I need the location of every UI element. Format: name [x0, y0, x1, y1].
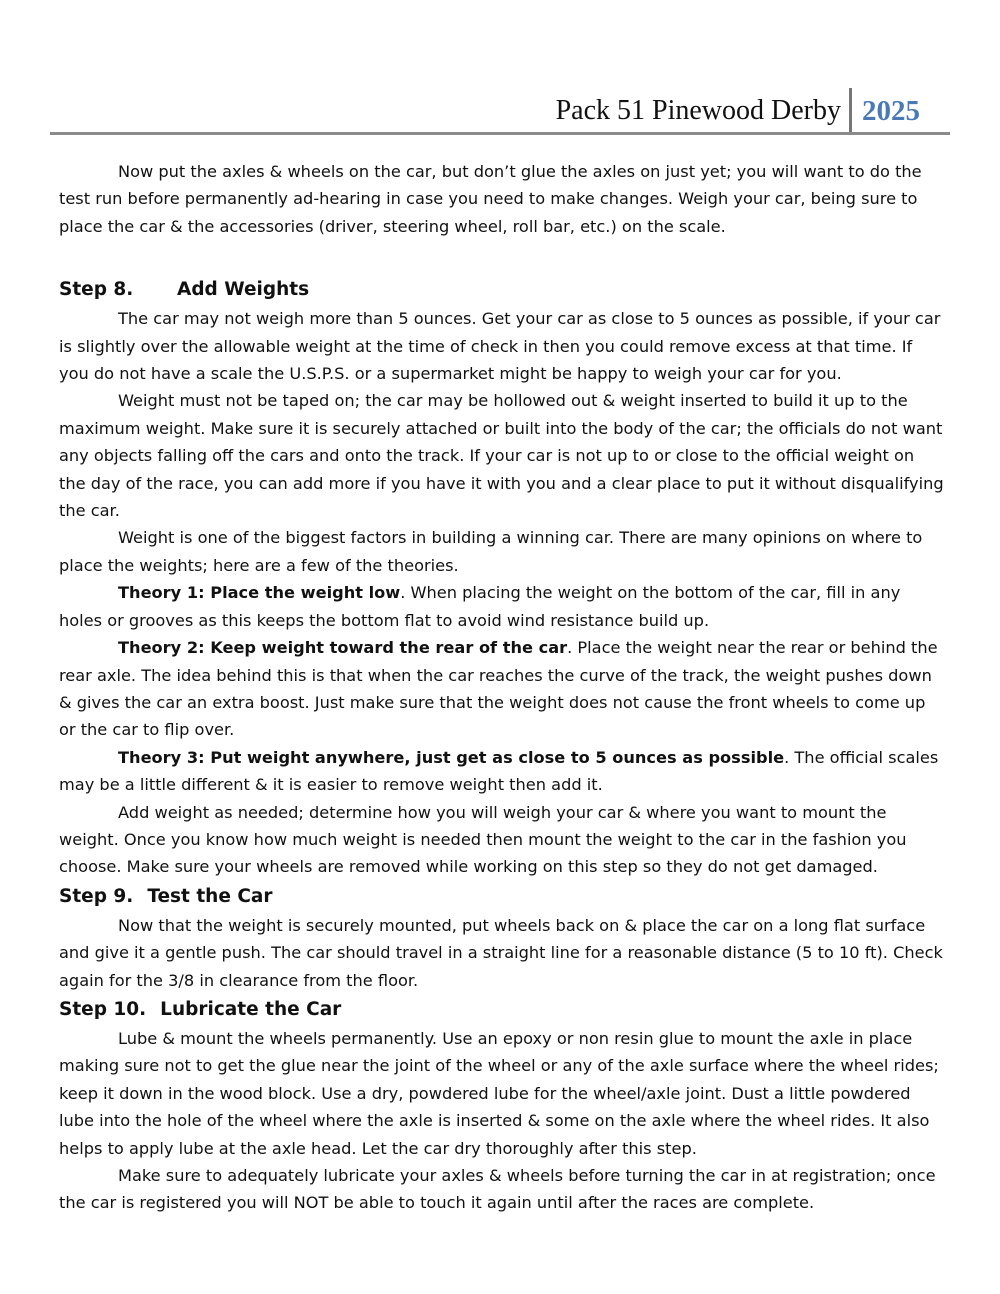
theory-2-text: . Place the weight near the rear or behind the rear axle. The idea behind this is that when the car reaches the curve of the track, the weight pushes down & gives the car an extra boost. Just make sure that the weight does not cause the front wheels to come up or the car to flip over. [59, 638, 938, 740]
step-9-number: Step 9. [59, 885, 134, 907]
step-8-paragraph-2: Weight must not be taped on; the car may be hollowed out & weight inserted to build it up to the maximum weight. Make sure it is securely attached or built into the body of the car; the officials do not want any objects falling off the cars and onto the track. If your car is not up to or close to the official weight on the day of the race, you can add more if you have it with you and a clear place to put it without disqualifying the car. [59, 391, 944, 521]
theory-1-title: Theory 1: Place the weight low [118, 583, 401, 603]
header-year: 2025 [862, 95, 920, 127]
theory-1 [59, 579, 944, 634]
step-8-heading [59, 274, 944, 305]
header-rule [50, 132, 950, 135]
theory-3 [59, 744, 944, 799]
theory-2 [59, 634, 944, 744]
section-gap [59, 240, 944, 274]
document-body [59, 158, 944, 1217]
step-8-number: Step 8. [59, 279, 134, 301]
step-10-title: Lubricate the Car [160, 998, 342, 1020]
step-8-closing: Add weight as needed; determine how you will weigh your car & where you want to mount the weight. Once you know how much weight is needed then mount the weight to the car in the fashion you choose. Make sure your wheels are removed while working on this step so they do not get damaged. [59, 802, 907, 877]
step-10-heading [59, 994, 944, 1025]
theory-2-title: Theory 2: Keep weight toward the rear of the car [118, 638, 568, 658]
page-header [556, 88, 920, 134]
step-10-paragraph-2: Make sure to adequately lubricate your axles & wheels before turning the car in at registration; once the car is registered you will NOT be able to touch it again until after the races are complete. [59, 1166, 936, 1213]
step-10-paragraph-1: Lube & mount the wheels permanently. Use an epoxy or non resin glue to mount the axle in place making sure not to get the glue near the joint of the wheel or any of the axle surface where the wheel rides; keep it down in the wood block. Use a dry, powdered lube for the wheel/axle joint. Dust a little powdered lube into the hole of the wheel where the axle is inserted & some on the axle where the wheel rides. It also helps to apply lube at the axle head. Let the car dry thoroughly after this step. [59, 1028, 939, 1158]
step-9-heading [59, 881, 944, 912]
step-9-title: Test the Car [147, 885, 273, 907]
theory-3-text: . The official scales may be a little different & it is easier to remove weight then add it. [59, 747, 939, 795]
header-title: Pack 51 Pinewood Derby [555, 95, 841, 126]
theory-3-title: Theory 3: Put weight anywhere, just get as close to 5 ounces as possible [118, 747, 785, 767]
step-8-paragraph-3: Weight is one of the biggest factors in building a winning car. There are many opinions on where to place the weights; here are a few of the theories. [59, 528, 923, 575]
step-9-paragraph: Now that the weight is securely mounted, put wheels back on & place the car on a long flat surface and give it a gentle push. The car should travel in a straight line for a reasonable distance (5 to 10 ft). Check again for the 3/8 in clearance from the floor. [59, 915, 943, 990]
step-8-title: Add Weights [177, 279, 310, 301]
step-10-number: Step 10. [59, 998, 147, 1020]
intro-paragraph: Now put the axles & wheels on the car, but don’t glue the axles on just yet; you will want to do the test run before permanently ad-hearing in case you need to make changes. Weigh your car, being sure to place the car & the accessories (driver, steering wheel, roll bar, etc.) on the scale. [59, 162, 922, 236]
step-8-paragraph-1: The car may not weigh more than 5 ounces. Get your car as close to 5 ounces as possible, if your car is slightly over the allowable weight at the time of check in then you could remove excess at that time. If you do not have a scale the U.S.P.S. or a supermarket might be happy to weigh your car for you. [59, 309, 941, 384]
theory-1-text: . When placing the weight on the bottom of the car, fill in any holes or grooves as this keeps the bottom flat to avoid wind resistance build up. [59, 583, 901, 630]
